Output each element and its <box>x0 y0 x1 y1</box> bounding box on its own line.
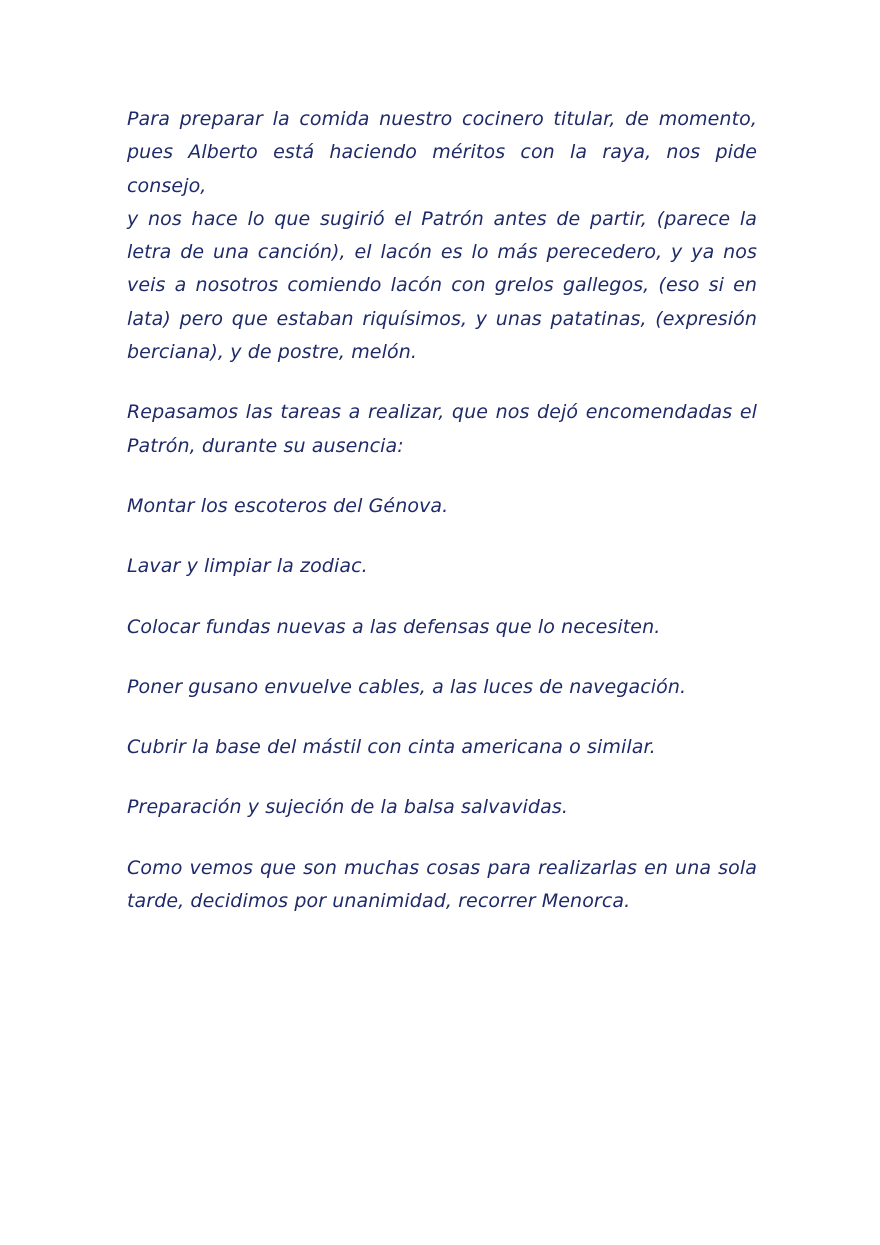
text-line: veis a nosotros comiendo lacón con grelos gallegos, (eso si en <box>127 274 757 297</box>
document-body <box>127 103 757 945</box>
task-item: Poner gusano envuelve cables, a las luces de navegación. <box>127 675 687 698</box>
task-item: Preparación y sujeción de la balsa salvavidas. <box>127 796 568 819</box>
task-item: Lavar y limpiar la zodiac. <box>127 555 368 578</box>
paragraph-meal <box>127 103 757 369</box>
text-line: Para preparar la comida nuestro cocinero titular, de momento, <box>127 108 757 130</box>
text-line: Repasamos las tareas a realizar, que nos dejó encomendadas el <box>127 401 757 424</box>
task-item: Colocar fundas nuevas a las defensas que lo necesiten. <box>127 615 661 638</box>
text-line: letra de una canción), el lacón es lo más perecedero, y ya nos <box>127 241 757 264</box>
text-line: y nos hace lo que sugirió el Patrón antes de partir, (parece la <box>127 207 757 230</box>
text-line: Como vemos que son muchas cosas para realizarlas en una sola <box>127 856 757 879</box>
paragraph-tasks-intro <box>127 396 757 463</box>
text-line: tarde, decidimos por unanimidad, recorrer Menorca. <box>127 890 631 913</box>
text-line: lata) pero que estaban riquísimos, y unas patatinas, (expresión <box>127 307 757 330</box>
text-line: Patrón, durante su ausencia: <box>127 434 404 457</box>
paragraph-closing <box>127 852 757 919</box>
text-line: berciana), y de postre, melón. <box>127 341 417 364</box>
text-line: pues Alberto está haciendo méritos con la raya, nos pide consejo, <box>127 141 757 197</box>
task-item: Montar los escoteros del Génova. <box>127 494 449 517</box>
task-item: Cubrir la base del mástil con cinta americana o similar. <box>127 736 656 759</box>
